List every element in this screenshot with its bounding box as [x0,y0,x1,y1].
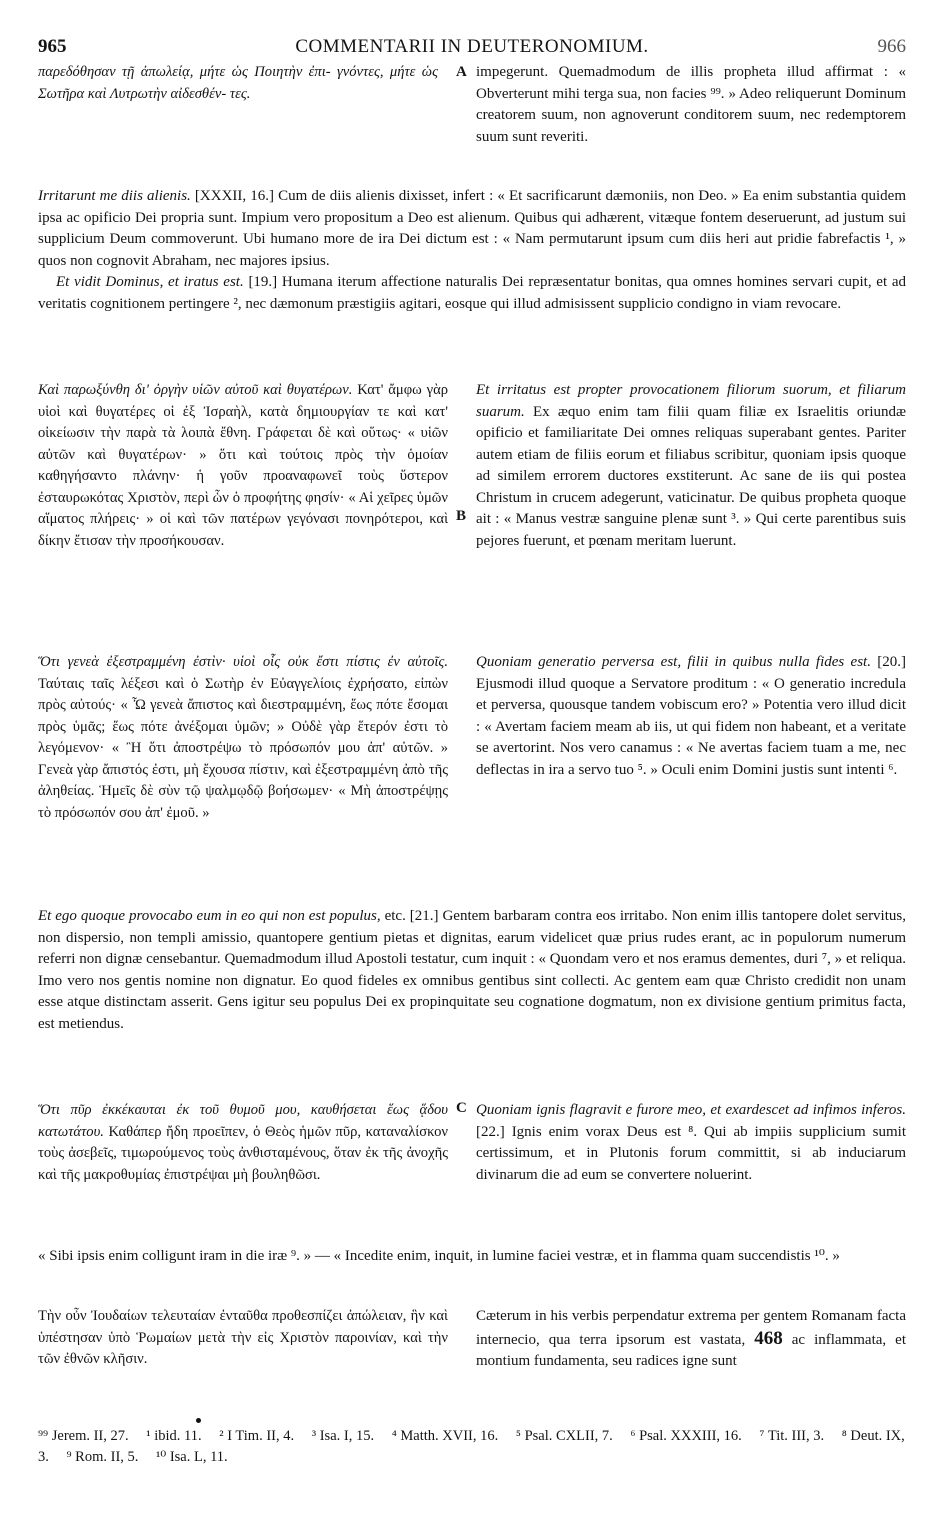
column-marker: A [456,64,467,80]
greek-lemma: Ὅτι πῦρ ἐκκέκαυται ἐκ τοῦ θυμοῦ μου, καυθήσεται ἕως ᾅδου κατωτάτου. [38,1102,448,1140]
footnote: ⁹⁹ Jerem. II, 27. [38,1428,129,1444]
footnote: ⁴ Matth. XVII, 16. [391,1428,499,1444]
latin-column [476,380,906,552]
greek-column [38,1306,448,1371]
latin-column [476,62,906,148]
greek-column [38,1100,448,1186]
paragraph-text: [XXXII, 16.] Cum de diis alienis dixisset, infert : « Et sacrificarunt dæmoniis, non Deo. » Ea enim substantia quidem ipsa ac opificio Dei propria sunt. Impium vero propositum a Deo est alienum. Quibus qui adhærent, vitæque fontem deseruerunt, ad justum sui supplicium Deum commoverunt. Ubi humano more de ira Dei dictum est : « Nam permutarunt ipsum cum diis heri aut pridie fabrefactis ¹, » quos non cognovit Abraham, nec majores ipsius. [38,188,907,269]
latin-text: Cæterum in his verbis perpendatur extrema per gentem Romanam facta internecio, qua terra ipsorum est vastata, [476,1308,906,1348]
latin-text: impegerunt. Quemadmodum de illis propheta illud affirmat : « Obverterunt mihi terga sua, non facies ⁹⁹. » Adeo reliquerunt Dominum creatorem suum, non agnoverunt conditorem suum, nec redemptorem suum sunt reveriti. [476,64,906,145]
greek-column [38,380,448,552]
footnote: ¹ ibid. 11. [146,1428,202,1444]
latin-text: [20.] Ejusmodi illud quoque a Servatore proditum : « O generatio incredula et perversa, quousque tandem vobiscum ero? » Potentia vero illud dicit : « Avertam faciem meam ab iis, ut qui fidem non habeant, et a veritate se avertorint. Nos vero canamus : « Ne avertas faciem tuam a me, nec deflectas in ira a servo tuo ⁵. » Oculi enim Domini justis sunt intenti ⁶. [476,654,906,778]
paragraph-text: [19.] Humana iterum affectione naturalis Dei repræsentatur bonitas, qua omnes homines servari cupit, et ad veritatis cognitionem pertingere ², nec dæmonum præstigiis agitari, eosque qui illud admisissent supplicio condigno in viam revocare. [38,274,906,312]
greek-paragraph [38,1100,448,1186]
greek-text: παρεδόθησαν τῇ ἀπωλείᾳ, μήτε ὡς Ποιητὴν ἐπι- γνόντες, μήτε ὡς Σωτῆρα καὶ Λυτρωτὴν αἰδεσθέν- τες. [38,64,438,102]
column-marker: B [456,508,467,524]
latin-paragraph [476,380,906,552]
latin-column [476,1100,906,1186]
page-number-right: 966 [877,36,906,57]
greek-paragraph [38,380,448,552]
running-header [38,36,906,60]
greek-paragraph [38,652,448,824]
paragraph-text: etc. [21.] Gentem barbaram contra eos irritabo. Non enim illis tantopere dolet servitus, non dispersio, non templi amissio, quantopere gentium pietas et dignitas, earum videlicet quæ prius rudes erant, ac in populorum numerum referri non dignæ censebantur. Quemadmodum illud Apostoli testatur, cum inquit : « Quondam vero et nos eramus dementes, duri ⁷, » et reliqua. Imo vero nos gentis nomine non dignatur. Eo quod fideles ex omnibus gentibus sint collecti. Ac gentem eam quæ Christo credidit non unam esse atque distinctam asserit. Gens igitur seu populus Dei ex propinquitate seu cognatione dogmatum, non ex divisione gentium primitus facta, est metiendus. [38,908,906,1032]
commentary-block-1 [38,186,906,315]
latin-column [476,1306,906,1373]
paragraph [38,272,906,315]
footnote: ⁶ Psal. XXXIII, 16. [630,1428,742,1444]
paragraph [38,906,906,1035]
footnotes [38,1426,906,1468]
latin-column [476,652,906,781]
paragraph [38,186,906,272]
greek-column [38,652,448,824]
greek-text: Ταύταις ταῖς λέξεσι καὶ ὁ Σωτὴρ ἐν Εὐαγγελίοις ἐχρήσατο, εἰπὼν πρὸς αὐτούς· « Ὦ γενεὰ ἄπιστος καὶ διεστραμμένη, ἕως πότε ἔσομαι πρὸς ὑμᾶς; ἕως πότε ἀνέξομαι ὑμῶν; » Οὐδὲ γὰρ ἕτερόν ἐστι τὸ λεγόμενον· « Ἢ ὅτι ἀποστρέψω τὸ πρόσωπόν μου ἀπ' αὐτῶν. » Γενεὰ γὰρ ἄπιστός ἐστι, μὴ ἔχουσα πίστιν, καὶ ἐξεστραμμένη ἀπὸ τῆς ἀληθείας. Ἡμεῖς δὲ σὺν τῷ ψαλμῳδῷ βοήσωμεν· « Μὴ ἀποστρέψῃς τὸ πρόσωπόν σου ἀπ' ἐμοῦ. » [38,675,448,821]
latin-paragraph [476,1100,906,1186]
greek-text: Κατ' ἄμφω γὰρ υἱοὶ καὶ θυγατέρες οἱ ἐξ Ἰσραὴλ, κατὰ δημιουργίαν τε καὶ κατ' οἰκείωσιν τὴν παρὰ τὰ λοιπὰ ἔθνη. Γράφεται δὲ καὶ οὕτως· « υἱῶν αὐτῶν καὶ θυγατέρων· » ὅτι καὶ τούτοις πρὸς τὴν ὁμοίαν καθηγήσαντο πλάνην· ἡ γοῦν προαναφωνεῖ τοὺς ὕστερον ἐσταυρωκότας Χριστὸν, περὶ ὧν ὁ προφήτης φησίν· « Αἱ χεῖρες ὑμῶν αἵματος πλήρεις· » οἱ καὶ τῶν πατέρων γεγόνασι πονηρότεροι, καὶ δίκην ἔτισαν τὴν προσήκουσαν. [38,382,448,549]
latin-paragraph [476,1306,906,1373]
footnote: ⁵ Psal. CXLII, 7. [515,1428,613,1444]
footnote: ⁹ Rom. II, 5. [66,1449,139,1465]
greek-text: Τὴν οὖν Ἰουδαίων τελευταίαν ἐνταῦθα προθεσπίζει ἀπώλειαν, ἣν καὶ ὑπέστησαν ὑπὸ Ῥωμαίων μετὰ τὴν εἰς Χριστὸν παροινίαν, καὶ τὴν τῶν ἐθνῶν κλῆσιν. [38,1308,448,1367]
scripture-lemma: Et vidit Dominus, et iratus est. [56,274,244,290]
column-number: 468 [754,1327,783,1349]
footnote: ⁸ Deut. IX, 3. [38,1428,905,1465]
greek-text: Καθάπερ ἤδη προεῖπεν, ὁ Θεὸς ἡμῶν πῦρ, καταναλίσκον τοὺς ἀσεβεῖς, τιμωρούμενος τοὺς ἀνθισταμένους, ὅταν ἐκ τῆς ἀνοχῆς καὶ τῆς μακροθυμίας ἐπιστρέψαι μὴ βουληθῶσι. [38,1123,448,1183]
latin-lemma: Quoniam ignis flagravit e furore meo, et exardescet ad infimos inferos. [476,1102,906,1118]
latin-text: ac inflammata, et montium fundamenta, seu radices igne sunt [476,1331,907,1369]
scripture-lemma: Et ego quoque provocabo eum in eo qui non est populus, [38,908,381,924]
greek-lemma: Καὶ παρωξύνθη δι' ὀργὴν υἱῶν αὐτοῦ καὶ θυγατέρων. [38,382,353,398]
commentary-block-2 [38,906,906,1035]
page-number-left: 965 [38,36,67,57]
latin-paragraph [476,652,906,781]
column-marker: C [456,1100,467,1116]
paragraph: « Sibi ipsis enim colligunt iram in die iræ ⁹. » — « Incedite enim, inquit, in lumine faciei vestræ, et in flamma quam succendistis ¹⁰. » [38,1248,840,1264]
greek-column [38,62,438,105]
latin-text: [22.] Ignis enim vorax Deus est ⁸. Qui ab impiis supplicium sumit certissimum, et in Plutonis forum committit, si ab induciarum divinarum die ad eum se convertere noluerint. [476,1123,906,1183]
footnote: ¹⁰ Isa. L, 11. [156,1449,228,1465]
commentary-block-3 [38,1246,906,1268]
footnote-mark [196,1418,201,1423]
latin-lemma: Et irritatus est propter provocationem filiorum suorum, et filiarum suarum. [476,382,906,420]
greek-lemma: Ὅτι γενεὰ ἐξεστραμμένη ἐστὶν· υἱοὶ οἷς οὐκ ἔστι πίστις ἐν αὐτοῖς. [38,654,448,670]
footnote: ⁷ Tit. III, 3. [759,1428,825,1444]
latin-lemma: Quoniam generatio perversa est, filii in quibus nulla fides est. [476,654,871,670]
footnote: ³ Isa. I, 15. [311,1428,375,1444]
footnote: ² I Tim. II, 4. [219,1428,295,1444]
running-title: COMMENTARII IN DEUTERONOMIUM. [295,36,649,57]
scripture-lemma: Irritarunt me diis alienis. [38,188,191,204]
latin-text: Ex æquo enim tam filii quam filiæ ex Israelitis oriundæ opificio et familiaritate Dei omnes reliquas superabant gentes. Pariter autem etiam de filiis eorum et filiabus scribitur, quoniam ipsis quoque ad similem errorem ductores exstiterunt. Ac sane de iis qui postea Christum in crucem adegerunt, vaticinatur. De quibus propheta quoque ait : « Manus vestræ sanguine plenæ sunt ³. » Qui certe parentibus suis pejores fuerunt, et pœnam meritam luerunt. [476,403,907,549]
